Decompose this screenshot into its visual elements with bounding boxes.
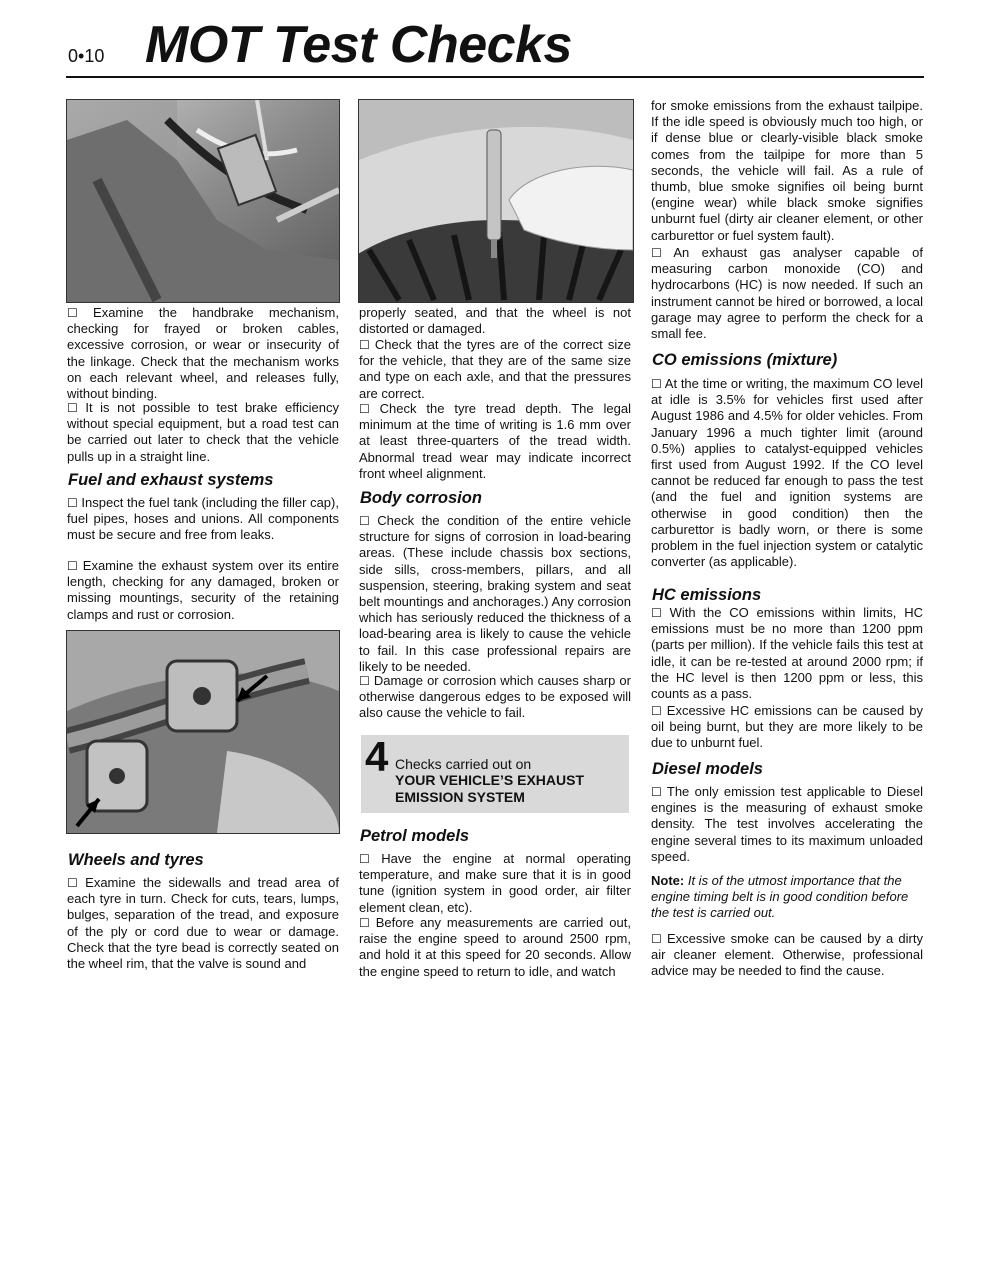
timing-belt-note bbox=[651, 873, 923, 922]
checkbox-bullet-icon: ☐ bbox=[67, 401, 78, 415]
engine-speed-paragraph: ☐ Before any measurements are carried out, raise the engine speed to around 2500 rpm, and hold it at this speed for 20 seconds. Allow the engine speed to return to idle, and watch bbox=[359, 915, 631, 979]
handbrake-paragraph: ☐ Examine the handbrake mechanism, checking for frayed or broken cables, excessive corrosion, or wear or insecurity of the linkage. Check that the mechanism works on each relevant wheel, and releases fully, without binding. bbox=[67, 305, 339, 402]
checkbox-bullet-icon: ☐ bbox=[651, 932, 662, 946]
tyre-tread-photo bbox=[358, 99, 634, 303]
hc-emissions-heading: HC emissions bbox=[652, 586, 762, 604]
fuel-tank-paragraph: ☐ Inspect the fuel tank (including the filler cap), fuel pipes, hoses and unions. All components must be secure and free from leaks. bbox=[67, 495, 339, 543]
page-number: 0•10 bbox=[68, 46, 105, 66]
callout-line-2: YOUR VEHICLE’S EXHAUST bbox=[395, 772, 585, 788]
checkbox-bullet-icon: ☐ bbox=[359, 514, 370, 528]
gas-analyser-paragraph: ☐ An exhaust gas analyser capable of measuring carbon monoxide (CO) and hydrocarbons (HC) is now needed. If such an instrument cannot be hired or borrowed, a local garage may agree to perform the check for a small fee. bbox=[651, 245, 923, 342]
checkbox-bullet-icon: ☐ bbox=[67, 306, 78, 320]
hc-causes-paragraph: ☐ Excessive HC emissions can be caused by oil being burnt, but they are more likely to be due to unburnt fuel. bbox=[651, 703, 923, 751]
diesel-models-heading: Diesel models bbox=[652, 760, 763, 778]
checkbox-bullet-icon: ☐ bbox=[67, 559, 78, 573]
smoke-emissions-paragraph: for smoke emissions from the exhaust tailpipe. If the idle speed is obviously much too high, or if dense blue or clearly-visible black smoke comes from the tailpipe for more than 5 seconds, the vehicle will fail. As a rule of thumb, blue smoke signifies oil being burnt (engine wear) while black smoke signifies unburnt fuel (dirty air cleaner element, or other carburettor or fuel system fault). bbox=[651, 98, 923, 243]
engine-temperature-paragraph: ☐ Have the engine at normal operating temperature, and make sure that it is in good tune (ignition system in good order, air filter element clean, etc). bbox=[359, 851, 631, 915]
diesel-test-paragraph: ☐ The only emission test applicable to Diesel engines is the measuring of exhaust smoke density. The test involves accelerating the engine several times to its maximum unloaded speed. bbox=[651, 784, 923, 864]
tread-depth-paragraph: ☐ Check the tyre tread depth. The legal minimum at the time of writing is 1.6 mm over at least three-quarters of the tread width. Abnormal tread wear may indicate incorrect front wheel alignment. bbox=[359, 401, 631, 481]
fuel-exhaust-heading: Fuel and exhaust systems bbox=[68, 471, 274, 489]
checkbox-bullet-icon: ☐ bbox=[651, 704, 662, 718]
checkbox-bullet-icon: ☐ bbox=[651, 246, 662, 260]
checkbox-bullet-icon: ☐ bbox=[651, 606, 662, 620]
excessive-smoke-paragraph: ☐ Excessive smoke can be caused by a dirty air cleaner element. Otherwise, professional advice may be needed to find the cause. bbox=[651, 931, 923, 979]
page-header bbox=[0, 0, 992, 80]
sharp-edges-paragraph: ☐ Damage or corrosion which causes sharp or otherwise dangerous edges to be exposed will also cause the vehicle to fail. bbox=[359, 673, 631, 721]
checkbox-bullet-icon: ☐ bbox=[359, 338, 370, 352]
page-title: MOT Test Checks bbox=[145, 16, 572, 74]
body-corrosion-paragraph: ☐ Check the condition of the entire vehicle structure for signs of corrosion in load-bearing areas. (These include chassis box sections, side sills, cross-members, pillars, and all suspension, steering, braking system and seat belt mountings and anchorages.) Any corrosion which has seriously reduced the thickness of a load-bearing area is likely to cause the vehicle to fail. In this case professional repairs are likely to be needed. bbox=[359, 513, 631, 674]
callout-line-3: EMISSION SYSTEM bbox=[395, 789, 525, 805]
exhaust-system-paragraph: ☐ Examine the exhaust system over its entire length, checking for any damaged, broken or missing mountings, security of the retaining clamps and rust or corrosion. bbox=[67, 558, 339, 622]
note-text: It is of the utmost importance that the engine timing belt is in good condition before the test is carried out. bbox=[651, 873, 909, 921]
hc-limit-paragraph: ☐ With the CO emissions within limits, HC emissions must be no more than 1200 ppm (parts per million). If the vehicle fails this test at idle, it can be re-tested at around 2000 rpm; if the HC level is then 1200 ppm or less, this counts as a pass. bbox=[651, 605, 923, 702]
checkbox-bullet-icon: ☐ bbox=[359, 852, 370, 866]
brake-efficiency-paragraph: ☐ It is not possible to test brake efficiency without special equipment, but a road test can be carried out later to check that the vehicle pulls up in a straight line. bbox=[67, 400, 339, 464]
checkbox-bullet-icon: ☐ bbox=[67, 876, 78, 890]
checkbox-bullet-icon: ☐ bbox=[651, 377, 662, 391]
note-label: Note: bbox=[651, 873, 685, 888]
petrol-models-heading: Petrol models bbox=[360, 827, 470, 845]
checkbox-bullet-icon: ☐ bbox=[359, 402, 370, 416]
checkbox-bullet-icon: ☐ bbox=[67, 496, 78, 510]
callout-number: 4 bbox=[365, 733, 389, 780]
callout-line-1: Checks carried out on bbox=[395, 756, 532, 772]
header-rule bbox=[66, 76, 924, 78]
body-corrosion-heading: Body corrosion bbox=[360, 489, 482, 507]
emission-checks-callout bbox=[361, 735, 629, 813]
exhaust-mountings-photo bbox=[66, 630, 340, 834]
co-emissions-heading: CO emissions (mixture) bbox=[652, 351, 838, 369]
tyre-sidewalls-paragraph: ☐ Examine the sidewalls and tread area of each tyre in turn. Check for cuts, tears, lumps, bulges, separation of the tread, and exposure of the ply or cord due to wear or damage. Check that the tyre bead is correctly seated on the wheel rim, that the valve is sound and bbox=[67, 875, 339, 972]
handbrake-photo bbox=[66, 99, 340, 303]
checkbox-bullet-icon: ☐ bbox=[359, 916, 370, 930]
tyre-size-paragraph: ☐ Check that the tyres are of the correct size for the vehicle, that they are of the same size and type on each axle, and that the pressures are correct. bbox=[359, 337, 631, 401]
checkbox-bullet-icon: ☐ bbox=[359, 674, 370, 688]
wheel-seating-paragraph: properly seated, and that the wheel is not distorted or damaged. bbox=[359, 305, 631, 337]
co-limit-paragraph: ☐ At the time or writing, the maximum CO level at idle is 3.5% for vehicles first used after August 1986 and 4.5% for older vehicles. From January 1996 a much tighter limit (around 0.5%) applies to catalyst-equipped vehicles first used from August 1992. If the CO level cannot be reduced far enough to pass the test (and the fuel and ignition systems are otherwise in good condition) then the carburettor is badly worn, or there is some problem in the fuel injection system or catalytic converter (as applicable). bbox=[651, 376, 923, 570]
checkbox-bullet-icon: ☐ bbox=[651, 785, 662, 799]
wheels-tyres-heading: Wheels and tyres bbox=[68, 851, 204, 869]
